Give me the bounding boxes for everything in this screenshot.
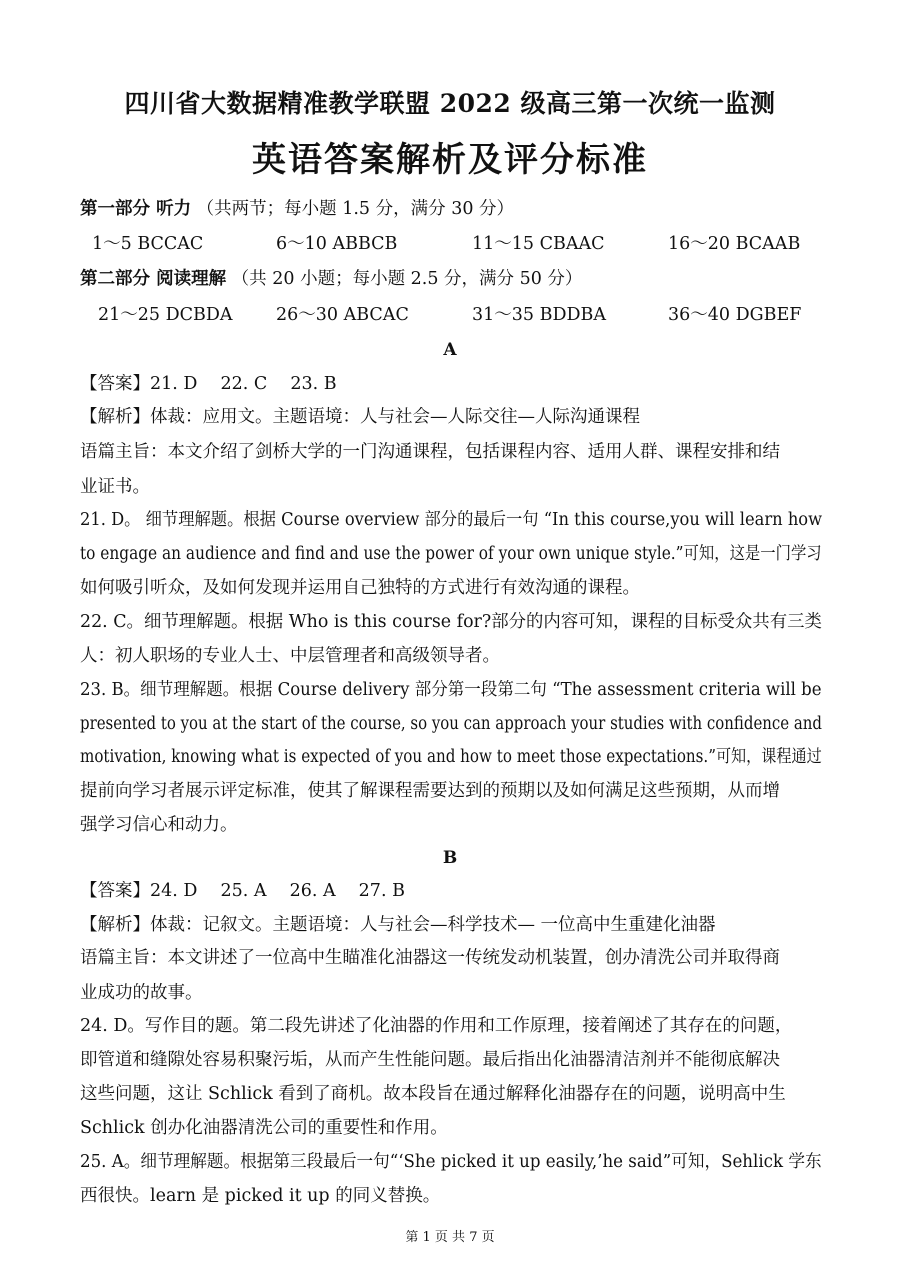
- part2-answer-2: 26～30 ABCAC: [276, 305, 409, 325]
- part1-heading-line: [80, 197, 514, 221]
- section-a-label: A: [443, 340, 457, 360]
- section-b-label: B: [442, 848, 458, 868]
- section-a-line: motivation, knowing what is expected of you and how to meet those expectations.”可知，课程通过: [80, 747, 822, 767]
- section-b-line: 【答案】24. D 25. A 26. A 27. B: [80, 881, 405, 901]
- section-a-line: presented to you at the start of the course, so you can approach your studies with confidence and: [80, 714, 822, 734]
- section-b-line: 这些问题，这让 Schlick 看到了商机。故本段旨在通过解释化油器存在的问题，说明高中生: [80, 1084, 786, 1104]
- section-a-line: 22. C。细节理解题。根据 Who is this course for?部分的内容可知，课程的目标受众共有三类: [80, 612, 822, 632]
- section-a-line: 21. D。 细节理解题。根据 Course overview 部分的最后一句 “In this course,you will learn how: [80, 510, 823, 530]
- exam-title: 四川省大数据精准教学联盟 2022 级高三第一次统一监测: [124, 89, 776, 118]
- part2-heading: 第二部分 阅读理解: [80, 269, 227, 289]
- page-number: 第 1 页 共 7 页: [405, 1230, 495, 1245]
- part1-answer-4: 16～20 BCAAB: [668, 234, 801, 254]
- section-a-line: 语篇主旨：本文介绍了剑桥大学的一门沟通课程，包括课程内容、适用人群、课程安排和结: [80, 442, 780, 462]
- section-b-line: 西很快。learn 是 picked it up 的同义替换。: [80, 1186, 441, 1206]
- section-a-line: 业证书。: [80, 477, 150, 497]
- part1-answer-2: 6～10 ABBCB: [276, 234, 398, 254]
- part1-answer-1: 1～5 BCCAC: [92, 234, 204, 254]
- section-b-line: 25. A。细节理解题。根据第三段最后一句“‘She picked it up easily,’he said”可知，Sehlick 学东: [80, 1152, 822, 1172]
- section-a-line: to engage an audience and find and use the power of your own unique style.”可知，这是一门学习: [80, 544, 822, 564]
- part1-answer-3: 11～15 CBAAC: [472, 234, 605, 254]
- section-a-line: 提前向学习者展示评定标准，使其了解课程需要达到的预期以及如何满足这些预期，从而增: [80, 781, 780, 801]
- section-b-line: 【解析】体裁：记叙文。主题语境：人与社会—科学技术— 一位高中生重建化油器: [80, 915, 716, 935]
- section-b-line: 语篇主旨：本文讲述了一位高中生瞄准化油器这一传统发动机装置，创办清洗公司并取得商: [80, 948, 780, 968]
- section-b-line: 24. D。写作目的题。第二段先讲述了化油器的作用和工作原理，接着阐述了其存在的问题，: [80, 1016, 793, 1036]
- part2-note: （共 20 小题；每小题 2.5 分，满分 50 分）: [231, 269, 583, 289]
- section-a-line: 人：初人职场的专业人士、中层管理者和高级领导者。: [80, 646, 500, 666]
- section-b-line: 即管道和缝隙处容易积聚污垢，从而产生性能问题。最后指出化油器清洁剂并不能彻底解决: [80, 1050, 780, 1070]
- part1-heading: 第一部分 听力: [80, 199, 192, 219]
- part2-answer-1: 21～25 DCBDA: [98, 305, 233, 325]
- section-b-line: 业成功的故事。: [80, 983, 203, 1003]
- section-a-line: 如何吸引听众，及如何发现并运用自己独特的方式进行有效沟通的课程。: [80, 578, 640, 598]
- part2-answer-3: 31～35 BDDBA: [472, 305, 607, 325]
- part2-heading-line: [80, 267, 582, 291]
- section-a-line: 【解析】体裁：应用文。主题语境：人与社会—人际交往—人际沟通课程: [80, 407, 640, 427]
- section-b-line: Schlick 创办化油器清洗公司的重要性和作用。: [80, 1118, 448, 1138]
- section-a-line: 【答案】21. D 22. C 23. B: [80, 374, 337, 394]
- part2-answer-4: 36～40 DGBEF: [668, 305, 802, 325]
- part1-note: （共两节；每小题 1.5 分，满分 30 分）: [196, 199, 515, 219]
- section-a-line: 23. B。细节理解题。根据 Course delivery 部分第一段第二句 “The assessment criteria will be: [80, 680, 822, 700]
- section-a-line: 强学习信心和动力。: [80, 815, 238, 835]
- document-title: 英语答案解析及评分标准: [252, 140, 648, 180]
